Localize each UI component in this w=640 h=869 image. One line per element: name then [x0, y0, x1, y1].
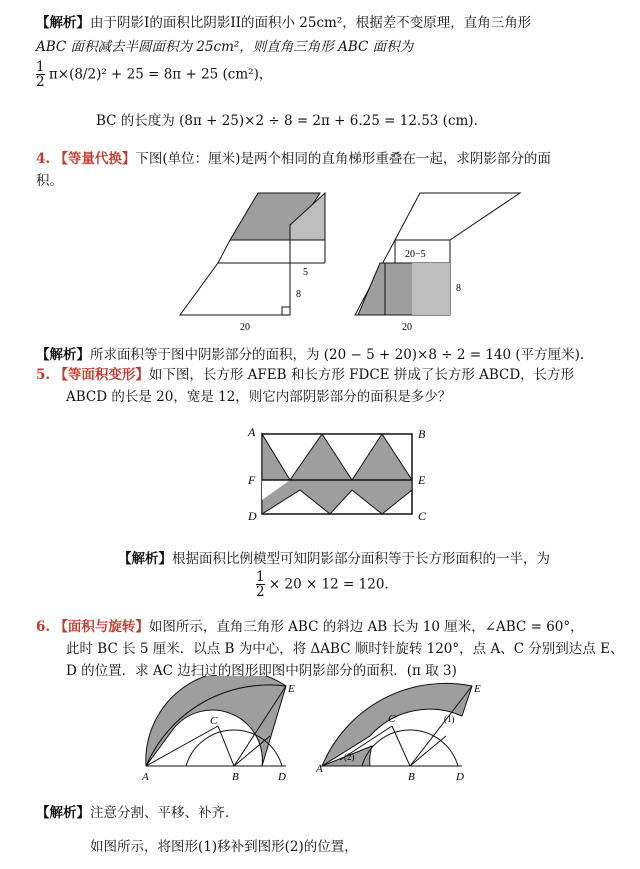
problem-text: 如下图，长方形 AFEB 和长方形 FDCE 拼成了长方形 ABCD，长方形 [148, 367, 575, 383]
problem-number: 6. [36, 619, 51, 635]
formula-text: π×(8/2)² + 25 = 8π + 25 (cm²)， [48, 66, 273, 83]
point-c: C [418, 509, 427, 523]
problem-6-solution [36, 804, 239, 822]
label-20-left: 20 [240, 322, 250, 333]
region-1-label: (1) [444, 714, 455, 724]
left-point-a: A [142, 771, 149, 783]
solution-3-line1 [36, 14, 531, 32]
problem-tag: 【等面积变形】 [54, 367, 149, 383]
trapezoid-figure [0, 185, 640, 335]
solution-3-formula2: BC 的长度为 (8π + 25)×2 ÷ 8 = 2π + 6.25 = 12.53 (cm). [96, 113, 478, 129]
solution-text: 由于阴影I的面积比阴影II的面积小 25cm²，根据差不变原理，直角三角形 [90, 15, 532, 31]
solution-label: 【解析】 [36, 805, 90, 821]
problem-4-solution [36, 346, 584, 364]
solution-text: 注意分割、平移、补齐． [90, 805, 239, 821]
problem-5-solution [118, 550, 550, 568]
label-20-minus-5: 20−5 [405, 249, 426, 260]
problem-6-line1 [36, 618, 584, 636]
formula-text: × 20 × 12 = 120. [268, 576, 389, 593]
left-point-c: C [210, 715, 218, 727]
rotation-figure [0, 676, 640, 786]
problem-5-line1 [36, 366, 574, 384]
problem-5-line2: ABCD 的长是 20，宽是 12，则它内部阴影部分的面积是多少？ [66, 389, 452, 405]
left-point-e: E [288, 683, 295, 695]
solution-3-formula1 [36, 60, 272, 96]
problem-tag: 【等量代换】 [54, 151, 136, 167]
problem-tag: 【面积与旋转】 [54, 619, 149, 635]
label-20-right: 20 [402, 322, 412, 333]
problem-6-last-line: 如图所示，将图形(1)移补到图形(2)的位置， [90, 839, 358, 855]
fraction-half [256, 570, 265, 599]
point-f: F [248, 473, 256, 487]
solution-3-line2: ABC 面积减去半圆面积为 25cm²，则直角三角形 ABC 面积为 [36, 39, 414, 55]
rectangle-figure [0, 420, 640, 530]
point-b: B [418, 427, 426, 441]
left-point-d: D [278, 771, 286, 783]
problem-6-line2: 此时 BC 长 5 厘米．以点 B 为中心，将 ΔABC 顺时针旋转 120°，点 A、C 分别到达点 E、 [66, 641, 624, 657]
right-point-b: B [408, 771, 415, 783]
problem-text: 如图所示，直角三角形 ABC 的斜边 AB 长为 10 厘米，∠ABC = 60°， [148, 619, 584, 635]
denominator: 2 [256, 584, 265, 600]
right-point-a: A [316, 763, 323, 775]
problem-number: 4. [36, 151, 51, 167]
left-trapezoids [180, 193, 325, 315]
point-d: D [248, 509, 257, 523]
solution-label: 【解析】 [36, 15, 90, 31]
right-point-d: D [456, 771, 464, 783]
fraction-half [36, 60, 45, 89]
region-2-label: (2) [344, 752, 355, 762]
problem-4-line1 [36, 150, 551, 168]
point-a: A [248, 425, 256, 439]
right-point-e: E [474, 683, 481, 695]
denominator: 2 [36, 74, 45, 90]
solution-label: 【解析】 [36, 347, 90, 363]
problem-5-formula [256, 570, 389, 606]
point-e: E [418, 473, 426, 487]
left-point-b: B [232, 771, 239, 783]
label-5: 5 [303, 267, 308, 278]
label-8-left: 8 [296, 289, 301, 300]
numerator: 1 [256, 569, 265, 585]
problem-6-line3: D 的位置．求 AC 边扫过的图形即图中阴影部分的面积．(π 取 3) [66, 663, 457, 679]
label-8-right: 8 [456, 283, 461, 294]
solution-text: 所求面积等于图中阴影部分的面积，为 (20 − 5 + 20)×8 ÷ 2 = 140 (平方厘米). [90, 347, 585, 363]
solution-text: 根据面积比例模型可知阴影部分面积等于长方形面积的一半，为 [172, 551, 550, 567]
problem-number: 5. [36, 367, 51, 383]
right-point-c: C [388, 713, 396, 725]
solution-label: 【解析】 [118, 551, 172, 567]
problem-text: 下图(单位：厘米)是两个相同的直角梯形重叠在一起，求阴影部分的面 [135, 151, 551, 167]
numerator: 1 [36, 59, 45, 75]
right-trapezoids [355, 193, 520, 315]
problem-4-line2: 积。 [36, 173, 63, 189]
